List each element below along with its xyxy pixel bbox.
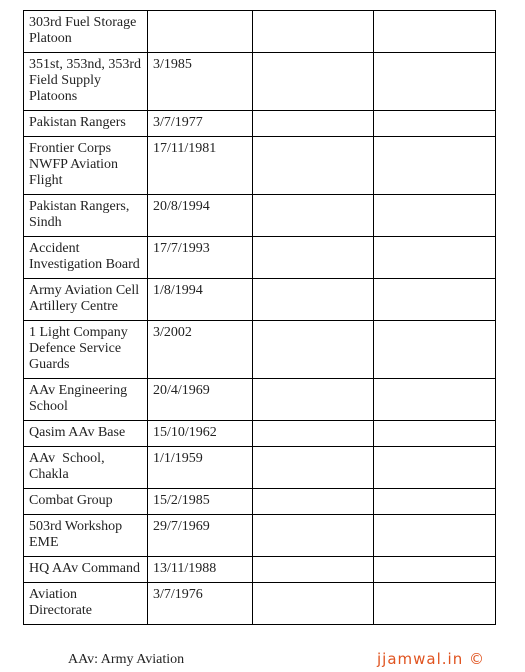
table-row	[24, 379, 496, 421]
unit-name-cell: 1 Light Company Defence Service Guards	[24, 321, 148, 379]
units-table	[23, 10, 496, 625]
unit-name-cell: Army Aviation Cell Artillery Centre	[24, 279, 148, 321]
table-row	[24, 195, 496, 237]
unit-name-cell: AAv School, Chakla	[24, 447, 148, 489]
raising-date-cell: 15/2/1985	[148, 489, 253, 515]
table-row	[24, 111, 496, 137]
empty-cell	[374, 489, 496, 515]
empty-cell	[374, 515, 496, 557]
raising-date-cell: 20/8/1994	[148, 195, 253, 237]
empty-cell	[253, 237, 374, 279]
empty-cell	[374, 583, 496, 625]
empty-cell	[253, 53, 374, 111]
raising-date-cell: 3/1985	[148, 53, 253, 111]
unit-name-cell: 351st, 353nd, 353rd Field Supply Platoons	[24, 53, 148, 111]
raising-date-cell: 13/11/1988	[148, 557, 253, 583]
raising-date-cell: 17/11/1981	[148, 137, 253, 195]
empty-cell	[374, 279, 496, 321]
empty-cell	[253, 447, 374, 489]
raising-date-cell: 20/4/1969	[148, 379, 253, 421]
raising-date-cell	[148, 11, 253, 53]
unit-name-cell: Pakistan Rangers	[24, 111, 148, 137]
table-row	[24, 11, 496, 53]
empty-cell	[374, 379, 496, 421]
empty-cell	[374, 195, 496, 237]
units-table-body	[24, 11, 496, 625]
unit-name-cell: HQ AAv Command	[24, 557, 148, 583]
table-row	[24, 421, 496, 447]
empty-cell	[374, 53, 496, 111]
unit-name-cell: Accident Investigation Board	[24, 237, 148, 279]
unit-name-cell: Combat Group	[24, 489, 148, 515]
abbreviation-footnote: AAv: Army Aviation	[68, 652, 185, 667]
unit-name-cell: Qasim AAv Base	[24, 421, 148, 447]
empty-cell	[374, 421, 496, 447]
empty-cell	[253, 421, 374, 447]
empty-cell	[253, 379, 374, 421]
table-row	[24, 137, 496, 195]
raising-date-cell: 17/7/1993	[148, 237, 253, 279]
unit-name-cell: Pakistan Rangers, Sindh	[24, 195, 148, 237]
raising-date-cell: 3/2002	[148, 321, 253, 379]
site-watermark: jjamwal.in ©	[377, 650, 485, 668]
empty-cell	[374, 321, 496, 379]
empty-cell	[374, 137, 496, 195]
table-row	[24, 279, 496, 321]
raising-date-cell: 3/7/1977	[148, 111, 253, 137]
empty-cell	[374, 111, 496, 137]
table-row	[24, 583, 496, 625]
raising-date-cell: 3/7/1976	[148, 583, 253, 625]
empty-cell	[374, 237, 496, 279]
empty-cell	[253, 11, 374, 53]
empty-cell	[253, 489, 374, 515]
empty-cell	[374, 557, 496, 583]
empty-cell	[253, 321, 374, 379]
empty-cell	[253, 111, 374, 137]
table-row	[24, 557, 496, 583]
table-row	[24, 53, 496, 111]
empty-cell	[253, 137, 374, 195]
table-row	[24, 447, 496, 489]
table-row	[24, 237, 496, 279]
table-row	[24, 515, 496, 557]
unit-name-cell: 303rd Fuel Storage Platoon	[24, 11, 148, 53]
raising-date-cell: 1/8/1994	[148, 279, 253, 321]
empty-cell	[374, 447, 496, 489]
raising-date-cell: 15/10/1962	[148, 421, 253, 447]
unit-name-cell: AAv Engineering School	[24, 379, 148, 421]
unit-name-cell: Aviation Directorate	[24, 583, 148, 625]
table-row	[24, 321, 496, 379]
table-row	[24, 489, 496, 515]
empty-cell	[253, 279, 374, 321]
empty-cell	[253, 583, 374, 625]
raising-date-cell: 1/1/1959	[148, 447, 253, 489]
empty-cell	[374, 11, 496, 53]
raising-date-cell: 29/7/1969	[148, 515, 253, 557]
empty-cell	[253, 515, 374, 557]
empty-cell	[253, 557, 374, 583]
empty-cell	[253, 195, 374, 237]
unit-name-cell: 503rd Workshop EME	[24, 515, 148, 557]
unit-name-cell: Frontier Corps NWFP Aviation Flight	[24, 137, 148, 195]
